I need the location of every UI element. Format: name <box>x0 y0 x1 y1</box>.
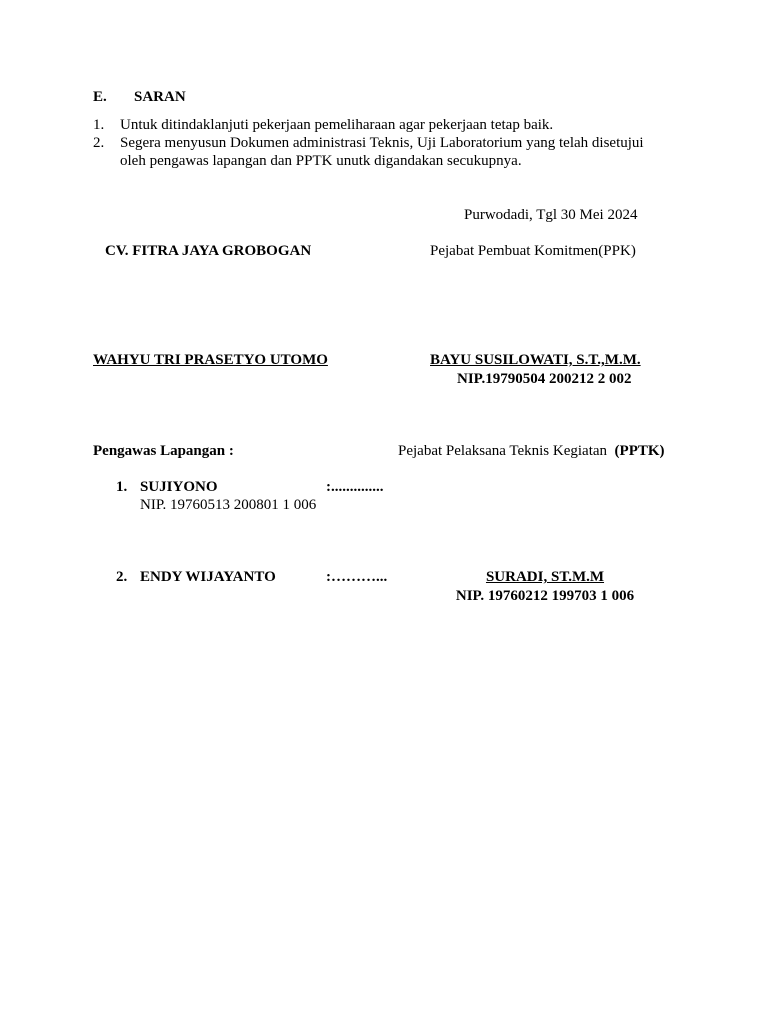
section-letter: E. <box>93 89 107 105</box>
contractor-signer: WAHYU TRI PRASETYO UTOMO <box>93 352 328 368</box>
list-item-text-continued: oleh pengawas lapangan dan PPTK unutk digandakan secukupnya. <box>120 153 522 169</box>
list-item-text: Untuk ditindaklanjuti pekerjaan pemeliharaan agar pekerjaan tetap baik. <box>120 117 554 133</box>
ppk-nip: NIP.19790504 200212 2 002 <box>457 371 632 387</box>
pptk-title <box>398 442 665 460</box>
contractor-company: CV. FITRA JAYA GROBOGAN <box>105 243 312 259</box>
pptk-abbr: (PPTK) <box>614 443 665 459</box>
supervisors-heading: Pengawas Lapangan : <box>93 443 234 459</box>
pptk-nip: NIP. 19760212 199703 1 006 <box>455 588 635 604</box>
supervisor-number: 2. <box>116 569 128 585</box>
list-item-number: 1. <box>93 117 105 133</box>
supervisor-name: ENDY WIJAYANTO <box>140 569 276 585</box>
section-title: SARAN <box>134 89 186 105</box>
ppk-title: Pejabat Pembuat Komitmen(PPK) <box>430 243 636 259</box>
supervisor-name: SUJIYONO <box>140 479 218 495</box>
ppk-name: BAYU SUSILOWATI, S.T.,M.M. <box>430 352 641 368</box>
list-item-text: Segera menyusun Dokumen administrasi Teknis, Uji Laboratorium yang telah disetujui <box>120 135 644 151</box>
pptk-title-text: Pejabat Pelaksana Teknis Kegiatan <box>398 443 608 459</box>
place-date: Purwodadi, Tgl 30 Mei 2024 <box>464 207 638 223</box>
supervisor-number: 1. <box>116 479 128 495</box>
pptk-name: SURADI, ST.M.M <box>485 569 605 585</box>
supervisor-nip: NIP. 19760513 200801 1 006 <box>140 497 317 513</box>
supervisor-signature-line: :.............. <box>326 479 384 495</box>
list-item-number: 2. <box>93 135 105 151</box>
supervisor-signature-line: :………... <box>326 569 388 585</box>
